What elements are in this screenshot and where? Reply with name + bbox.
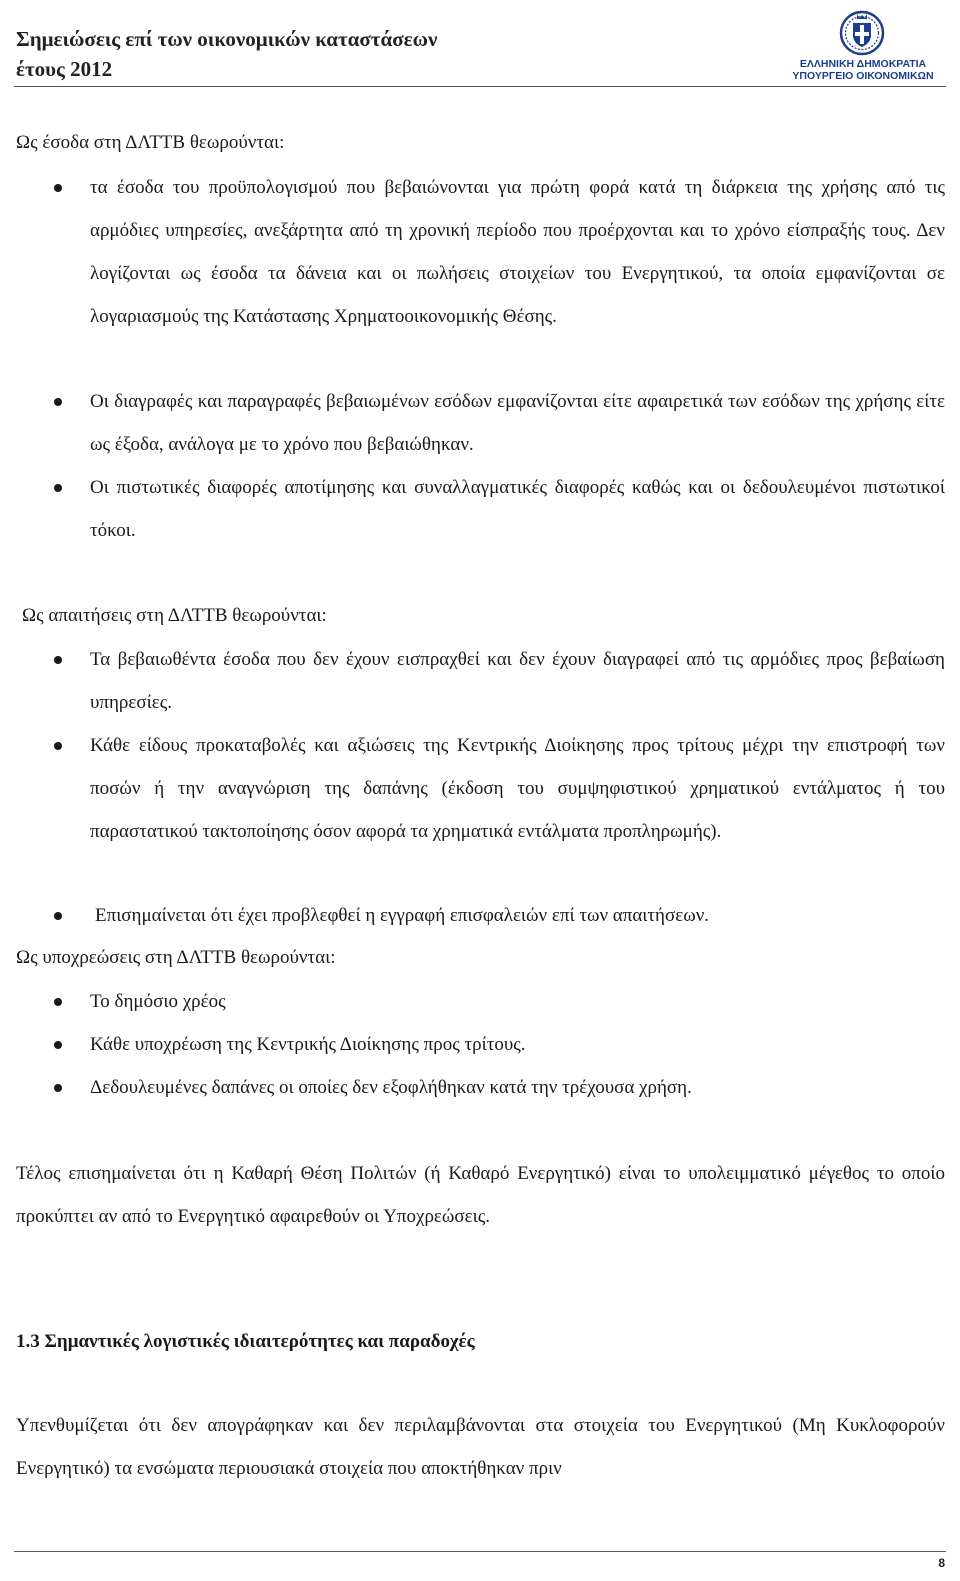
bullet-icon <box>54 998 62 1006</box>
revenue-intro: Ως έσοδα στη ΔΛΤΤΒ θεωρούνται: <box>16 132 285 153</box>
receivables-intro: Ως απαιτήσεις στη ΔΛΤΤΒ θεωρούνται: <box>22 605 327 626</box>
footer-divider <box>14 1551 946 1552</box>
logo-line2: ΥΠΟΥΡΓΕΙΟ ΟΙΚΟΝΟΜΙΚΩΝ <box>792 70 934 82</box>
bullet-icon <box>54 912 62 920</box>
logo-line1: ΕΛΛΗΝΙΚΗ ΔΗΜΟΚΡΑΤΙΑ <box>799 58 927 70</box>
page-header <box>0 0 960 90</box>
liabilities-item-2: Κάθε υποχρέωση της Κεντρικής Διοίκησης προς τρίτους. <box>90 1034 526 1055</box>
page-number: 8 <box>938 1556 945 1570</box>
receivables-item-2: Κάθε είδους προκαταβολές και αξιώσεις της Κεντρικής Διοίκησης προς τρίτους μέχρι την επιστροφή των ποσών ή την αναγνώριση της δαπάνης (έκδοση του συμψηφιστικού χρηματικού εντάλματος ή του παραστατικού τακτοποίησης όσον αφορά τα χρηματικά εντάλματα προπληρωμής). <box>90 735 945 842</box>
liabilities-item-1: Το δημόσιο χρέος <box>90 991 226 1012</box>
ministry-logo-text <box>770 58 956 82</box>
bullet-icon <box>54 184 62 192</box>
liabilities-item-3: Δεδουλευμένες δαπάνες οι οποίες δεν εξοφλήθηκαν κατά την τρέχουσα χρήση. <box>90 1077 692 1098</box>
bullet-icon <box>54 656 62 664</box>
revenue-item-2: Οι διαγραφές και παραγραφές βεβαιωμένων εσόδων εμφανίζονται είτε αφαιρετικά των εσόδων της χρήσης είτε ως έξοδα, ανάλογα με το χρόνο που βεβαιώθηκαν. <box>90 391 945 455</box>
bullet-icon <box>54 398 62 406</box>
header-divider <box>14 86 946 87</box>
greek-coat-of-arms-icon <box>838 8 886 56</box>
bullet-icon <box>54 1084 62 1092</box>
document-title-line1: Σημειώσεις επί των οικονομικών καταστάσεων <box>16 27 438 51</box>
liabilities-intro: Ως υποχρεώσεις στη ΔΛΤΤΒ θεωρούνται: <box>16 947 336 968</box>
revenue-item-1: τα έσοδα του προϋπολογισμού που βεβαιώνονται για πρώτη φορά κατά τη διάρκεια της χρήσης από τις αρμόδιες υπηρεσίες, ανεξάρτητα από τη χρονική περίοδο που προέρχονται και το χρόνο είσπραξής τους. Δεν λογίζονται ως έσοδα τα δάνεια και οι πωλήσεις στοιχείων του Ενεργητικού, τα οποία εμφανίζονται σε λογαριασμούς της Κατάστασης Χρηματοοικονομικής Θέσης. <box>90 177 945 327</box>
net-position-paragraph: Τέλος επισημαίνεται ότι η Καθαρή Θέση Πολιτών (ή Καθαρό Ενεργητικό) είναι το υπολειμματικό μέγεθος το οποίο προκύπτει αν από το Ενεργητικό αφαιρεθούν οι Υποχρεώσεις. <box>16 1163 945 1227</box>
document-title-line2: έτους 2012 <box>16 57 113 81</box>
bullet-icon <box>54 742 62 750</box>
receivables-item-3: Επισημαίνεται ότι έχει προβλεφθεί η εγγραφή επισφαλειών επί των απαιτήσεων. <box>95 905 710 926</box>
bullet-icon <box>54 1041 62 1049</box>
bullet-icon <box>54 484 62 492</box>
receivables-item-1: Τα βεβαιωθέντα έσοδα που δεν έχουν εισπραχθεί και δεν έχουν διαγραφεί από τις αρμόδιες προς βεβαίωση υπηρεσίες. <box>90 649 945 713</box>
revenue-item-3: Οι πιστωτικές διαφορές αποτίμησης και συναλλαγματικές διαφορές καθώς και οι δεδουλευμένοι πιστωτικοί τόκοι. <box>90 477 945 541</box>
section-paragraph: Υπενθυμίζεται ότι δεν απογράφηκαν και δεν περιλαμβάνονται στα στοιχεία του Ενεργητικού (Μη Κυκλοφορούν Ενεργητικό) τα ενσώματα περιουσιακά στοιχεία που αποκτήθηκαν πριν <box>16 1415 945 1479</box>
document-title <box>16 24 437 84</box>
section-heading: 1.3 Σημαντικές λογιστικές ιδιαιτερότητες και παραδοχές <box>16 1331 475 1352</box>
